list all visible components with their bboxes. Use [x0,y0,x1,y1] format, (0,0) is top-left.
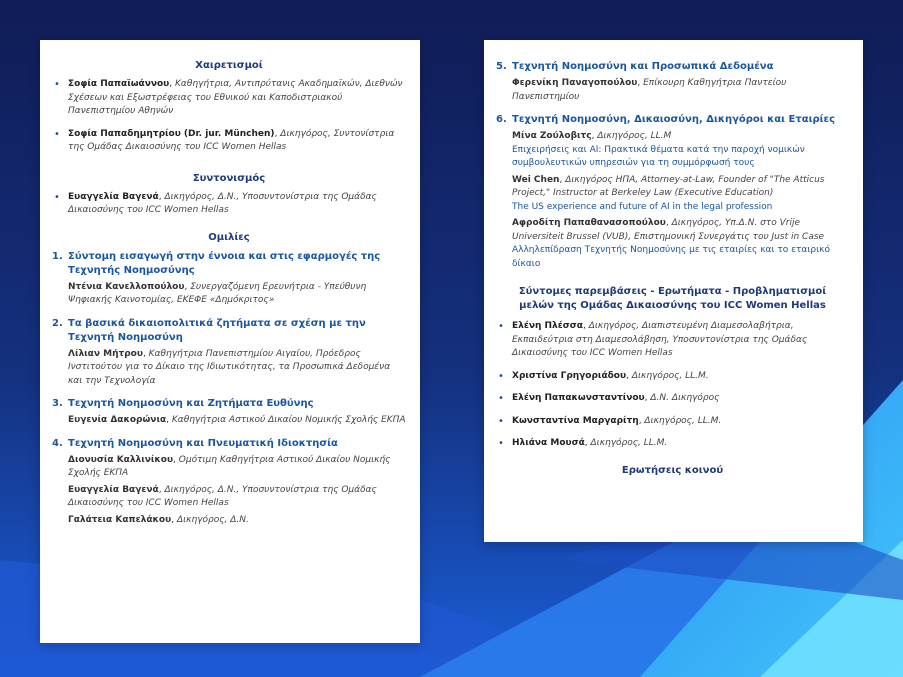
speaker-name: Ευαγγελία Βαγενά [68,484,159,495]
short-intervention-item: • Ελένη Πλέσσα, Δικηγόρος, Διαπιστευμένη Διαμεσολαβήτρια, Εκπαιδεύτρια στη Διαμεσολάβηση, Υποσυντονίστρια της Ομάδας Δικαιοσύνης του ICC Women Hellas [498,321,808,358]
talk-title-text: Τεχνητή Νοημοσύνη, Δικαιοσύνη, Δικηγόροι και Εταιρίες [512,114,836,125]
talk-title [496,60,849,74]
talk-title [52,437,406,451]
speaker-name: Ντένια Κανελλοπούλου [68,281,185,292]
bullet-icon: • [498,438,504,449]
speaker-role: Καθηγήτρια Πανεπιστημίου Αιγαίου, Πρόεδρος Ινστιτούτου για το Δίκαιο της Ιδιωτικότητας, τα Προσωπικά Δεδομένα και την Τεχνολογία [68,348,391,386]
speaker-role: Δικηγόρος, Δ.Ν., Υποσυντονίστρια της Ομάδας Δικαιοσύνης του ICC Women Hellas [68,484,377,508]
talk-section [496,113,849,271]
speaker-name: Ευγενία Δακορώνια [68,415,167,425]
short-intervention-item: • Ηλιάνα Μουσά, Δικηγόρος, LL.M. [498,438,668,449]
speaker-role: Δικηγόρος, Συντονίστρια της Ομάδας Δικαιοσύνης του ICC Women Hellas [68,128,395,152]
greeting-item: • Σοφία Παπαδημητρίου (Dr. jur. München), Δικηγόρος, Συντονίστρια της Ομάδας Δικαιοσύνης του ICC Women Hellas [54,128,395,152]
speaker-name: Σοφία Παπαϊωάννου [68,79,170,89]
talk-section [52,397,406,428]
coordination-heading: Συντονισμός [192,172,266,184]
talk-title-text: Τεχνητή Νοημοσύνη και Προσωπικά Δεδομένα [512,61,774,72]
speaker-name: Σοφία Παπαδημητρίου (Dr. jur. München) [68,128,275,139]
speaker-entry: Λίλιαν Μήτρου, Καθηγήτρια Πανεπιστημίου Αιγαίου, Πρόεδρος Ινστιτούτου για το Δίκαιο της Ιδιωτικότητας, τα Προσωπικά Δεδομένα και την Τεχνολογία [68,348,391,386]
speaker-role: Δικηγόρος, Δ.Ν. [176,514,249,525]
speaker-name: Μίνα Ζούλοβιτς [512,131,592,141]
talk-number: 4. [52,437,63,449]
talk-title [52,317,406,345]
bullet-icon: • [54,79,60,90]
talk-title-text: Τεχνητή Νοημοσύνη και Πνευματική Ιδιοκτησία [68,437,338,449]
short-interventions-heading: Σύντομες παρεμβάσεις - Ερωτήματα - Προβληματισμοί μελών της Ομάδας Δικαιοσύνης του ICC Women Hellas [518,286,827,311]
talk-section [52,250,406,308]
talk-number: 1. [52,250,63,262]
speaker-name: Γαλάτεια Καπελάκου [68,514,172,525]
speaker-entry: Ευαγγελία Βαγενά, Δικηγόρος, Δ.Ν., Υποσυντονίστρια της Ομάδας Δικαιοσύνης του ICC Women Hellas [68,484,377,508]
bullet-icon: • [498,415,504,427]
talk-title [52,250,406,278]
speaker-entry: Γαλάτεια Καπελάκου, Δικηγόρος, Δ.Ν. [68,514,249,525]
speaker-entry: Διονυσία Καλλινίκου, Ομότιμη Καθηγήτρια Αστικού Δικαίου Νομικής Σχολής ΕΚΠΑ [68,454,391,478]
talk-title [496,113,849,127]
short-intervention-item: • Χριστίνα Γρηγοριάδου, Δικηγόρος, LL.M. [498,370,709,382]
talk-section [52,437,406,528]
bullet-icon: • [498,321,504,332]
talk-section [496,60,849,104]
speaker-role: Ομότιμη Καθηγήτρια Αστικού Δικαίου Νομικής Σχολής ΕΚΠΑ [68,454,391,478]
speaker-entry: Αφροδίτη Παπαθανασοπούλου, Δικηγόρος, Υπ.Δ.Ν. στο Vrije Universiteit Brussel (VUB), Επιστημονική Συνεργάτις του Just in Case [512,218,825,242]
greetings-heading: Χαιρετισμοί [195,60,263,71]
speaker-name: Ελένη Πλέσσα [512,321,583,331]
speaker-name: Ευαγγελία Βαγενά [68,191,159,202]
talks-heading: Ομιλίες [208,231,250,243]
speaker-entry: Ευγενία Δακορώνια, Καθηγήτρια Αστικού Δικαίου Νομικής Σχολής ΕΚΠΑ [68,415,406,425]
speaker-role: Δικηγόρος, Δ.Ν., Υποσυντονίστρια της Ομάδας Δικαιοσύνης του ICC Women Hellas [68,191,377,215]
speaker-role: Συνεργαζόμενη Ερευνήτρια - Υπεύθυνη Ψηφιακής Καινοτομίας, ΕΚΕΦΕ «Δημόκριτος» [68,281,367,305]
speaker-role: Δικηγόρος, LL.M. [631,370,709,381]
speaker-role: Επίκουρη Καθηγήτρια Παντείου Πανεπιστημίου [512,78,787,102]
speaker-role: Δικηγόρος ΗΠΑ, Attorney-at-Law, Founder of "The Atticus Project," Instructor at Berkeley Law (Executive Education) [512,174,825,198]
talk-number: 5. [496,61,507,72]
speaker-role: Δικηγόρος, Διαπιστευμένη Διαμεσολαβήτρια, Εκπαιδεύτρια στη Διαμεσολάβηση, Υποσυντονίστρια της Ομάδας Δικαιοσύνης του ICC Women Hellas [512,321,808,358]
talk-title-text: Τεχνητή Νοημοσύνη και Ζητήματα Ευθύνης [68,398,314,409]
speaker-name: Αφροδίτη Παπαθανασοπούλου [512,218,666,228]
speaker-entry: Wei Chen, Δικηγόρος ΗΠΑ, Attorney-at-Law, Founder of "The Atticus Project," Instructor at Berkeley Law (Executive Education) [512,174,825,198]
bullet-icon: • [54,128,60,140]
audience-questions-heading: Ερωτήσεις κοινού [621,464,724,476]
speaker-role: Δικηγόρος, Υπ.Δ.Ν. στο Vrije Universiteit Brussel (VUB), Επιστημονική Συνεργάτις του Just in Case [512,218,825,242]
speaker-name: Ελένη Παπακωνσταντίνου [512,393,645,403]
short-intervention-item: • Ελένη Παπακωνσταντίνου, Δ.Ν. Δικηγόρος [498,393,720,404]
bullet-icon: • [498,370,504,382]
speaker-entry: Φερενίκη Παναγοπούλου, Επίκουρη Καθηγήτρια Παντείου Πανεπιστημίου [512,78,787,102]
talk-number: 3. [52,398,63,409]
talk-title-text: Σύντομη εισαγωγή στην έννοια και στις εφαρμογές της Τεχνητής Νοημοσύνης [68,250,381,276]
talk-number: 6. [496,114,507,125]
talk-topic: Αλληλεπίδραση Τεχνητής Νοημοσύνης με τις εταιρίες και το εταιρικό δίκαιο [512,245,830,269]
speaker-role: Καθηγήτρια, Αντιπρύτανις Ακαδημαϊκών, Διεθνών Σχέσεων και Εξωστρέφειας του Εθνικού και Καποδιστριακού Πανεπιστημίου Αθηνών [68,79,403,116]
speaker-name: Wei Chen [512,174,560,185]
speaker-name: Κωνσταντίνα Μαργαρίτη [512,415,639,426]
talk-number: 2. [52,317,63,329]
talk-title-text: Τα βασικά δικαιοπολιτικά ζητήματα σε σχέση με την Τεχνητή Νοημοσύνη [68,317,366,343]
bullet-icon: • [498,393,504,404]
right-program-card [484,40,863,542]
speaker-name: Διονυσία Καλλινίκου [68,454,174,465]
talk-topic: Επιχειρήσεις και AI: Πρακτικά θέματα κατά την παροχή νομικών συμβουλευτικών υπηρεσιών για τη συμμόρφωσή τους [512,144,805,168]
speaker-role: Δικηγόρος, LL.M [597,131,672,141]
speaker-role: Δ.Ν. Δικηγόρος [650,393,720,403]
talk-title [52,397,406,411]
speaker-name: Ηλιάνα Μουσά [512,438,585,448]
short-intervention-item: • Κωνσταντίνα Μαργαρίτη, Δικηγόρος, LL.M. [498,415,722,427]
bullet-icon: • [54,191,60,203]
greeting-item: • Σοφία Παπαϊωάννου, Καθηγήτρια, Αντιπρύτανις Ακαδημαϊκών, Διεθνών Σχέσεων και Εξωστρέφειας του Εθνικού και Καποδιστριακού Πανεπιστημίου Αθηνών [54,79,403,116]
speaker-role: Καθηγήτρια Αστικού Δικαίου Νομικής Σχολής ΕΚΠΑ [171,415,406,425]
speaker-entry: Μίνα Ζούλοβιτς, Δικηγόρος, LL.M [512,131,672,141]
speaker-name: Φερενίκη Παναγοπούλου [512,78,638,88]
talk-topic: The US experience and future of AI in the legal profession [512,201,773,212]
speaker-name: Χριστίνα Γρηγοριάδου [512,370,627,381]
talk-section [52,317,406,389]
speaker-entry: Ντένια Κανελλοπούλου, Συνεργαζόμενη Ερευνήτρια - Υπεύθυνη Ψηφιακής Καινοτομίας, ΕΚΕΦΕ «Δημόκριτος» [68,281,367,305]
left-program-card [40,40,420,643]
speaker-role: Δικηγόρος, LL.M. [590,438,668,448]
coordinator-item: • Ευαγγελία Βαγενά, Δικηγόρος, Δ.Ν., Υποσυντονίστρια της Ομάδας Δικαιοσύνης του ICC Women Hellas [54,191,377,215]
speaker-name: Λίλιαν Μήτρου [68,348,143,359]
speaker-role: Δικηγόρος, LL.M. [644,415,722,426]
